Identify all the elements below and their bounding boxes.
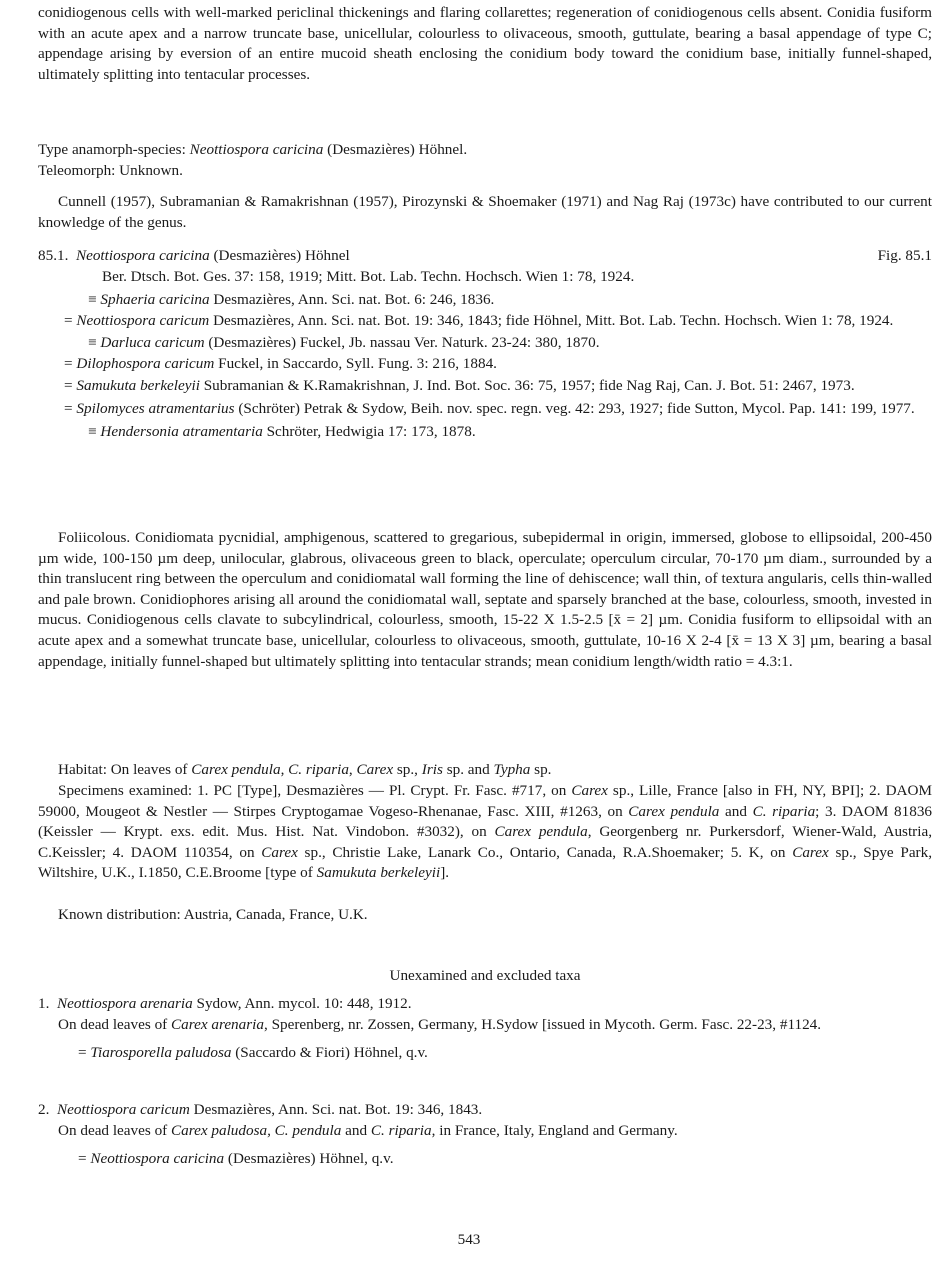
excluded-taxon-2: 2. Neottiospora caricum Desmazières, Ann. Sci. nat. Bot. 19: 346, 1843. On dead leaves of Carex paludosa, C. pendula and C. riparia, in France, Italy, England and Germany. = Neottiospora caricina (Desmazières) Höhnel, q.v. xyxy=(38,1100,932,1170)
genus-description-paragraph xyxy=(38,3,932,85)
excluded-taxa-heading: Unexamined and excluded taxa xyxy=(389,967,581,984)
synonym-entry: ≡ Hendersonia atramentaria Schröter, Hedwigia 17: 173, 1878. xyxy=(88,422,476,440)
species-citation: Ber. Dtsch. Bot. Ges. 37: 158, 1919; Mitt. Bot. Lab. Techn. Hochsch. Wien 1: 78, 1924. xyxy=(102,267,635,285)
specimens-text: Specimens examined: 1. PC [Type], Desmazières — Pl. Crypt. Fr. Fasc. #717, on Carex sp., Lille, France [also in FH, NY, BPI]; 2. DAOM 59000, Mougeot & Nestler — Stirpes Cryptogamae Vogeso-Rhenanae, Fasc. XIII, #1263, on Carex pendula and C. riparia; 3. DAOM 81836 (Keissler — Krypt. exs. edit. Mus. Hist. Nat. Vindobon. #3032), on Carex pendula, Georgenberg nr. Purkersdorf, Wiener-Wald, Austria, C.Keissler; 4. DAOM 110354, on Carex sp., Christie Lake, Lanark Co., Ontario, Canada, R.A.Shoemaker; 5. K, on Carex sp., Spye Park, Wiltshire, U.K., I.1850, C.E.Broome [type of Samukuta berkeleyii]. xyxy=(38,782,933,882)
synonym-entry: = Samukuta berkeleyii Subramanian & K.Ramakrishnan, J. Ind. Bot. Soc. 36: 75, 1957; fide Nag Raj, Can. J. Bot. 51: 2467, 1973. xyxy=(64,377,855,395)
excluded-taxon-1-equivalent: = Tiarosporella paludosa (Saccardo & Fiori) Höhnel, q.v. xyxy=(78,1044,428,1062)
synonym-entry: ≡ Darluca caricum (Desmazières) Fuckel, Jb. nassau Ver. Naturk. 23-24: 380, 1870. xyxy=(88,334,600,352)
habitat-line xyxy=(38,760,932,781)
specimens-paragraph xyxy=(38,781,932,884)
species-number: 85.1. xyxy=(38,247,69,264)
contributors-text: Cunnell (1957), Subramanian & Ramakrishnan (1957), Pirozynski & Shoemaker (1971) and Nag Raj (1973c) have contributed to our current knowledge of the genus. xyxy=(38,193,932,231)
species-authority: (Desmazières) Höhnel xyxy=(209,247,350,264)
genus-description-text: conidiogenous cells with well-marked periclinal thickenings and flaring collarettes; regeneration of conidiogenous cells absent. Conidia fusiform with an acute apex and a narrow truncate base, unicellular, colourless to olivaceous, smooth, guttulate, bearing a basal appendage of type C; appendage arising by eversion of an entire mucoid sheath enclosing the conidium body toward the conidium base, initially funnel-shaped, ultimately splitting into tentacular processes. xyxy=(38,4,932,83)
species-heading xyxy=(38,246,932,287)
species-description-paragraph xyxy=(38,528,932,672)
teleomorph-text: Teleomorph: Unknown. xyxy=(38,162,183,179)
excluded-taxon-2-equivalent: = Neottiospora caricina (Desmazières) Höhnel, q.v. xyxy=(78,1150,394,1168)
synonym-entry: = Neottiospora caricum Desmazières, Ann. Sci. nat. Bot. 19: 346, 1843; fide Höhnel, Mitt. Bot. Lab. Techn. Hochsch. Wien 1: 78, 1924. xyxy=(64,311,894,329)
teleomorph-line xyxy=(38,161,932,182)
habitat-text: Habitat: On leaves of Carex pendula, C. riparia, Carex sp., Iris sp. and Typha sp. xyxy=(58,761,552,778)
synonym-list xyxy=(38,290,928,442)
type-species-authority: (Desmazières) Höhnel. xyxy=(323,141,468,158)
excluded-taxon-1: 1. Neottiospora arenaria Sydow, Ann. mycol. 10: 448, 1912. On dead leaves of Carex arenaria, Sperenberg, nr. Zossen, Germany, H.Sydow [issued in Mycoth. Germ. Fasc. 22-23, #1124. = Tiarosporella paludosa (Saccardo & Fiori) Höhnel, q.v. xyxy=(38,994,932,1064)
species-description-text: Foliicolous. Conidiomata pycnidial, amphigenous, scattered to gregarious, subepidermal in origin, immersed, globose to ellipsoidal, 200-450 µm wide, 100-150 µm deep, unilocular, glabrous, olivaceous green to black, operculate; operculum circular, 70-170 µm diam., surrounded by a thin translucent ring between the operculum and conidiomatal wall forming the line of dehiscence; wall thin, of textura angularis, cells thin-walled and pale brown. Conidiophores arising all around the conidiomatal wall, septate and sparsely branched at the base, colourless, smooth, invested in mucus. Conidiogenous cells clavate to subcylindrical, colourless, smooth, 15-22 X 1.5-2.5 [x̄ = 2] µm. Conidia fusiform to ellipsoidal with an acute apex and a somewhat truncate base, unicellular, colourless to olivaceous, smooth, guttulate, 10-16 X 2-4 [x̄ = 13 X 3] µm, bearing a basal appendage, initially funnel-shaped but ultimately splitting into tentacular strands; mean conidium length/width ratio = 4.3:1. xyxy=(38,529,932,670)
synonym-entry: = Spilomyces atramentarius (Schröter) Petrak & Sydow, Beih. nov. spec. regn. veg. 42: 293, 1927; fide Sutton, Mycol. Pap. 141: 199, 1977. xyxy=(64,399,915,417)
excluded-taxon-1-details: On dead leaves of Carex arenaria, Sperenberg, nr. Zossen, Germany, H.Sydow [issued in Mycoth. Germ. Fasc. 22-23, #1124. xyxy=(58,1015,822,1033)
distribution-line xyxy=(38,905,932,926)
distribution-text: Known distribution: Austria, Canada, France, U.K. xyxy=(58,906,368,923)
figure-reference: Fig. 85.1 xyxy=(877,247,932,264)
type-species-name: Neottiospora caricina xyxy=(189,141,324,158)
synonym-entry: = Dilophospora caricum Fuckel, in Saccardo, Syll. Fung. 3: 216, 1884. xyxy=(64,354,497,372)
excluded-taxon-2-details: On dead leaves of Carex paludosa, C. pendula and C. riparia, in France, Italy, England and Germany. xyxy=(58,1121,678,1139)
type-species-line xyxy=(38,140,932,161)
type-species-label: Type anamorph-species: xyxy=(38,141,190,158)
synonym-entry: ≡ Sphaeria caricina Desmazières, Ann. Sci. nat. Bot. 6: 246, 1836. xyxy=(88,291,495,308)
species-name: Neottiospora caricina xyxy=(75,247,210,264)
page-number: 543 xyxy=(457,1231,481,1248)
contributors-paragraph xyxy=(38,192,932,233)
